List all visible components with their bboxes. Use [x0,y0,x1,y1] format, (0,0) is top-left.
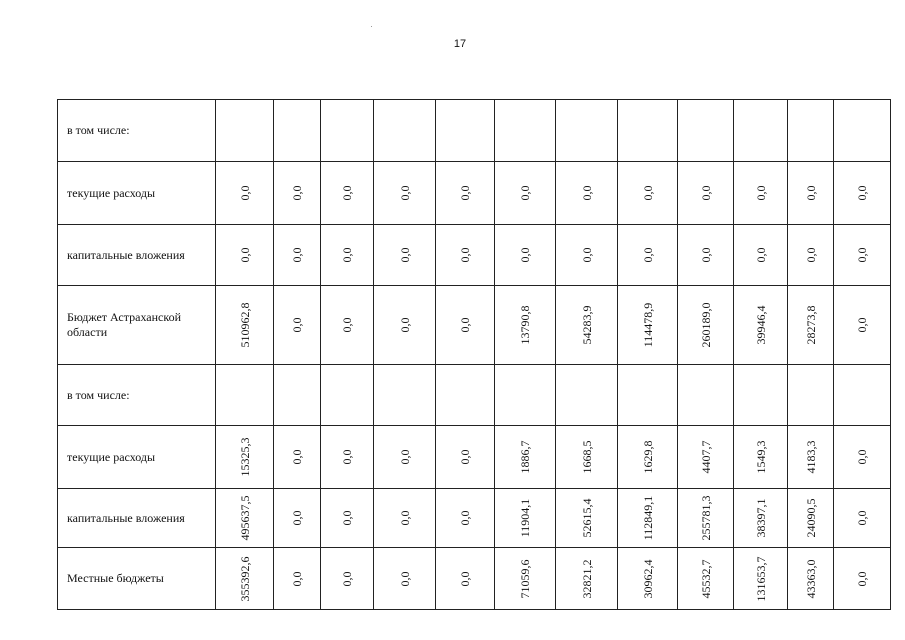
cell-value: 0,0 [803,247,818,263]
value-cell [834,100,891,162]
value-cell [556,225,618,286]
row-label: в том числе: [58,365,216,426]
value-cell [678,100,734,162]
value-cell [436,286,495,365]
value-cell [834,225,891,286]
cell-value: 0,0 [458,185,472,201]
value-cell [834,426,891,489]
value-cell [678,365,734,426]
cell-value: 0,0 [698,185,713,201]
value-cell [321,286,374,365]
cell-value: 0,0 [290,185,304,201]
cell-value: 0,0 [290,247,304,263]
table-row [58,548,891,610]
value-cell [618,489,678,548]
value-cell [216,489,274,548]
cell-value: 32821,2 [579,559,594,598]
value-cell [216,426,274,489]
value-cell [495,100,556,162]
row-label: в том числе: [58,100,216,162]
cell-value: 0,0 [397,571,412,586]
cell-value: 0,0 [855,247,869,263]
value-cell [374,286,436,365]
value-cell [734,162,788,225]
value-cell [834,286,891,365]
value-cell [788,365,834,426]
cell-value: 0,0 [290,317,304,333]
value-cell [495,426,556,489]
value-cell [678,286,734,365]
value-cell [321,162,374,225]
table-row [58,225,891,286]
value-cell [678,162,734,225]
cell-value: 0,0 [290,510,304,526]
table-body [58,100,891,610]
value-cell [495,365,556,426]
value-cell [788,489,834,548]
value-cell [436,100,495,162]
value-cell [734,100,788,162]
value-cell [734,426,788,489]
cell-value: 510962,8 [237,302,252,348]
cell-value: 52615,4 [579,498,594,538]
cell-value: 1668,5 [579,440,594,474]
cell-value: 0,0 [397,185,412,201]
cell-value: 0,0 [237,247,252,263]
cell-value: 0,0 [458,317,472,333]
cell-value: 11904,1 [518,498,532,538]
value-cell [495,162,556,225]
value-cell [678,489,734,548]
value-cell [618,162,678,225]
cell-value: 39946,4 [753,305,768,345]
cell-value: 43363,0 [803,559,818,598]
value-cell [216,225,274,286]
cell-value: 0,0 [640,247,655,263]
table-row [58,100,891,162]
cell-value: 1549,3 [753,440,768,474]
cell-value: 260189,0 [698,302,713,348]
value-cell [834,365,891,426]
value-cell [274,225,321,286]
value-cell [274,489,321,548]
value-cell [556,162,618,225]
cell-value: 0,0 [803,185,818,201]
table-row [58,489,891,548]
value-cell [788,162,834,225]
cell-value: 0,0 [579,185,594,201]
value-cell [374,365,436,426]
value-cell [436,225,495,286]
cell-value: 15325,3 [237,437,252,477]
cell-value: 28273,8 [803,305,818,345]
value-cell [374,426,436,489]
cell-value: 0,0 [753,247,768,263]
value-cell [788,225,834,286]
value-cell [556,426,618,489]
cell-value: 0,0 [640,185,655,201]
cell-value: 0,0 [340,571,354,586]
value-cell [556,548,618,610]
value-cell [321,365,374,426]
value-cell [274,286,321,365]
cell-value: 0,0 [518,247,532,263]
row-label: капитальные вложения [58,225,216,286]
value-cell [495,225,556,286]
value-cell [216,548,274,610]
cell-value: 0,0 [340,510,354,526]
value-cell [556,286,618,365]
value-cell [834,489,891,548]
cell-value: 45532,7 [698,559,713,598]
value-cell [216,100,274,162]
value-cell [216,286,274,365]
value-cell [788,426,834,489]
value-cell [618,548,678,610]
value-cell [274,426,321,489]
cell-value: 0,0 [340,185,354,201]
value-cell [678,548,734,610]
cell-value: 0,0 [458,449,472,465]
value-cell [734,548,788,610]
value-cell [678,225,734,286]
cell-value: 495637,5 [237,495,252,541]
cell-value: 0,0 [698,247,713,263]
value-cell [618,225,678,286]
value-cell [274,548,321,610]
cell-value: 0,0 [518,185,532,201]
value-cell [618,365,678,426]
value-cell [436,162,495,225]
value-cell [495,489,556,548]
cell-value: 38397,1 [753,498,768,538]
value-cell [321,426,374,489]
cell-value: 0,0 [290,449,304,465]
value-cell [618,286,678,365]
cell-value: 4183,3 [803,440,818,474]
cell-value: 0,0 [340,247,354,263]
cell-value: 0,0 [340,317,354,333]
value-cell [734,286,788,365]
value-cell [274,365,321,426]
table-row [58,286,891,365]
budget-table [57,99,891,610]
cell-value: 0,0 [397,247,412,263]
value-cell [834,548,891,610]
value-cell [374,489,436,548]
value-cell [556,489,618,548]
value-cell [321,548,374,610]
row-label: Местные бюджеты [58,548,216,610]
value-cell [374,162,436,225]
value-cell [734,365,788,426]
value-cell [374,548,436,610]
scan-speck [371,26,372,27]
value-cell [618,100,678,162]
value-cell [556,100,618,162]
cell-value: 0,0 [397,510,412,526]
value-cell [788,286,834,365]
value-cell [788,548,834,610]
cell-value: 0,0 [458,571,472,586]
cell-value: 112849,1 [640,495,655,541]
row-label: текущие расходы [58,162,216,225]
value-cell [274,100,321,162]
value-cell [495,548,556,610]
cell-value: 255781,3 [698,495,713,541]
row-label: текущие расходы [58,426,216,489]
cell-value: 4407,7 [698,440,713,474]
value-cell [436,489,495,548]
value-cell [436,365,495,426]
cell-value: 0,0 [397,449,412,465]
value-cell [618,426,678,489]
value-cell [834,162,891,225]
table-row [58,162,891,225]
cell-value: 0,0 [855,510,869,526]
cell-value: 0,0 [397,317,412,333]
cell-value: 0,0 [290,571,304,586]
cell-value: 30962,4 [640,559,655,598]
cell-value: 114478,9 [640,302,655,348]
value-cell [436,426,495,489]
cell-value: 0,0 [237,185,252,201]
cell-value: 54283,9 [579,305,594,345]
value-cell [734,489,788,548]
table-row [58,426,891,489]
cell-value: 0,0 [340,449,354,465]
cell-value: 0,0 [458,247,472,263]
cell-value: 0,0 [855,317,869,333]
cell-value: 131653,7 [753,556,768,601]
cell-value: 0,0 [753,185,768,201]
cell-value: 0,0 [855,571,869,586]
value-cell [734,225,788,286]
row-label: капитальные вложения [58,489,216,548]
cell-value: 24090,5 [803,498,818,538]
cell-value: 355392,6 [237,556,252,601]
value-cell [321,225,374,286]
value-cell [216,162,274,225]
page-number: 17 [453,38,467,50]
cell-value: 0,0 [579,247,594,263]
cell-value: 0,0 [855,449,869,465]
value-cell [321,100,374,162]
row-label: Бюджет Астраханской области [58,286,216,365]
cell-value: 0,0 [458,510,472,526]
value-cell [788,100,834,162]
value-cell [374,100,436,162]
cell-value: 0,0 [855,185,869,201]
value-cell [374,225,436,286]
cell-value: 71059,6 [518,559,532,598]
cell-value: 13790,8 [518,305,532,345]
table-row [58,365,891,426]
value-cell [321,489,374,548]
cell-value: 1629,8 [640,440,655,474]
value-cell [495,286,556,365]
cell-value: 1886,7 [518,440,532,474]
value-cell [436,548,495,610]
value-cell [274,162,321,225]
value-cell [216,365,274,426]
value-cell [556,365,618,426]
value-cell [678,426,734,489]
